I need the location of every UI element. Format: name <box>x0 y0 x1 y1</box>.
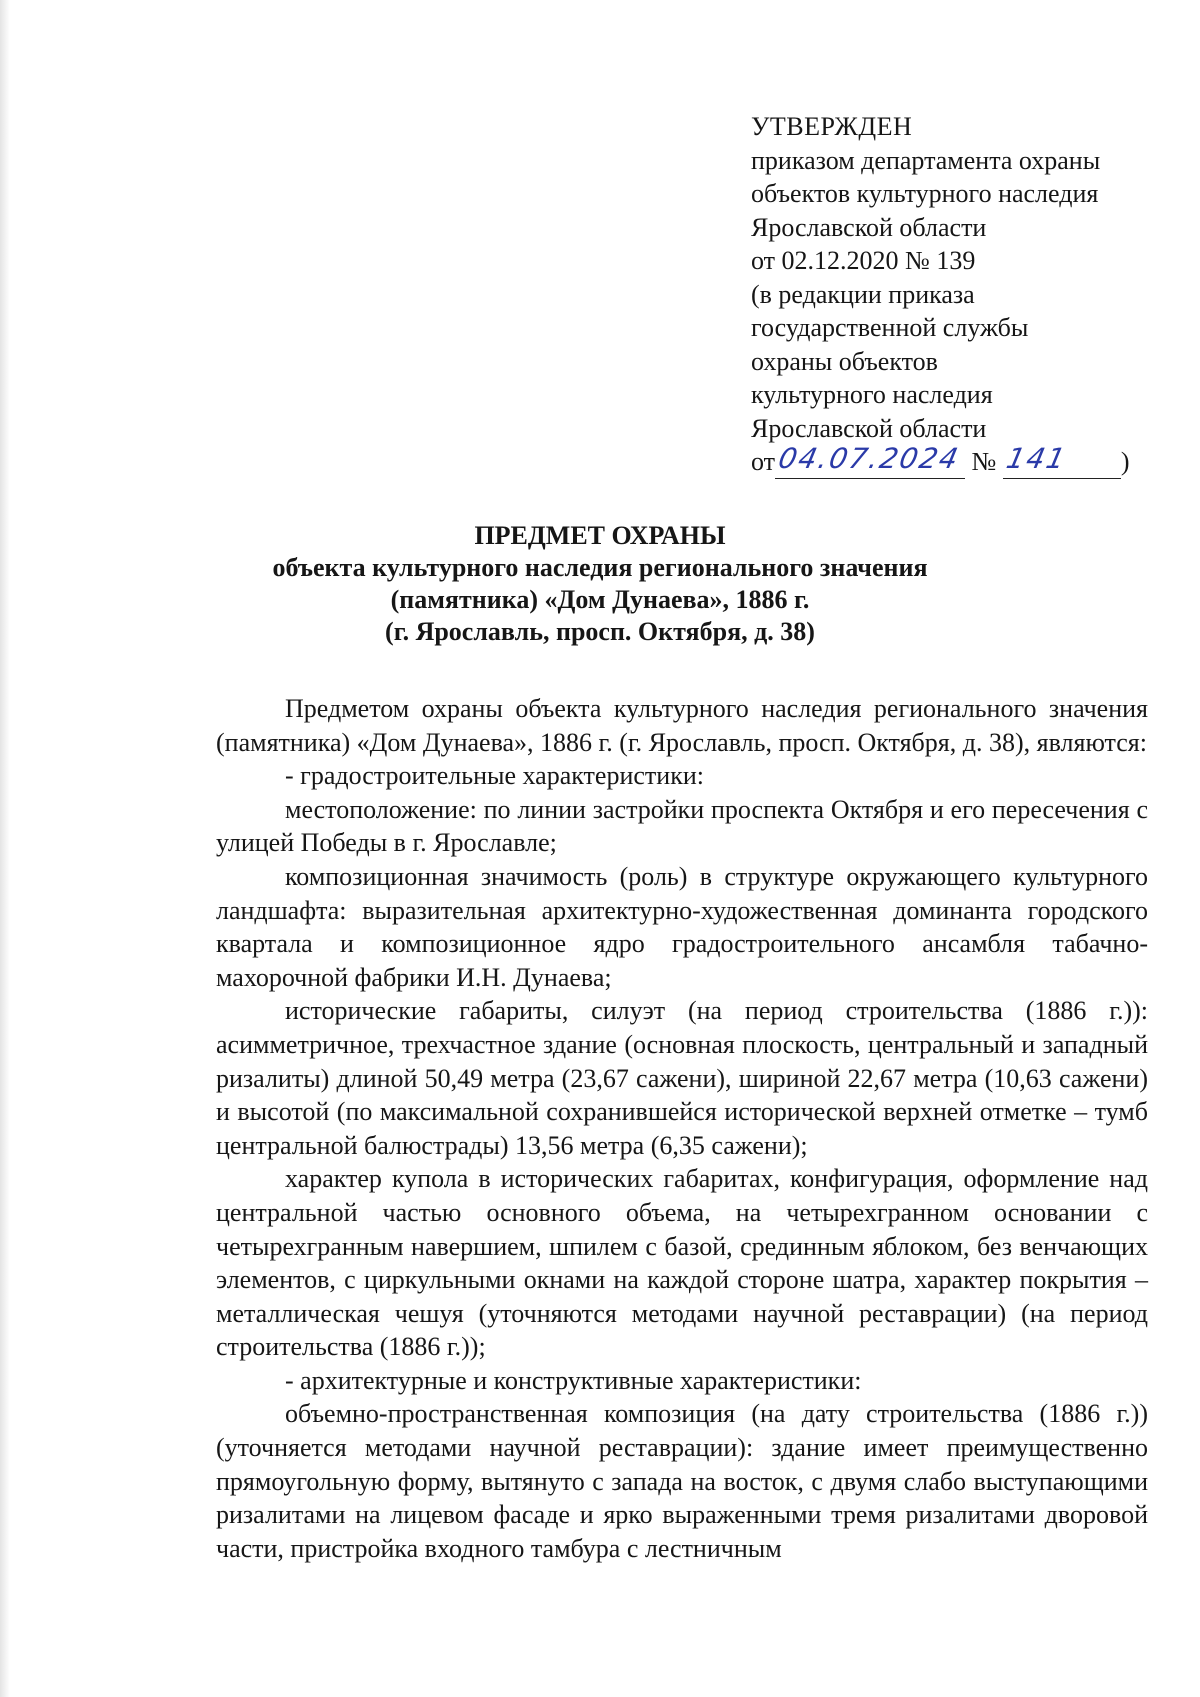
body-paragraph: местоположение: по линии застройки проспекта Октября и его пересечения с улицей Победы в г. Ярославле; <box>216 794 1148 858</box>
body-paragraph: - архитектурные и конструктивные характеристики: <box>285 1365 862 1395</box>
approval-sign-line <box>751 442 1171 479</box>
heading-title: ПРЕДМЕТ ОХРАНЫ <box>474 521 726 550</box>
approval-line: государственной службы <box>751 313 1029 342</box>
approval-line: охраны объектов <box>751 346 938 376</box>
body-paragraph: - градостроительные характеристики: <box>285 761 704 791</box>
body-paragraph: характер купола в исторических габаритах, конфигурация, оформление над центральной частью основного объема, на четырехгранном основании с четырехгранным навершием, шпилем с базой, срединным яблоком, без венчающих элементов, с циркульными окнами на каждой стороне шатра, характер покрытия – металлическая чешуя (уточняются методами научной реставрации) (на период строительства (1886 г.)); <box>216 1164 1148 1362</box>
document-heading <box>0 520 1200 648</box>
heading-line: объекта культурного наследия регионального значения <box>272 553 928 582</box>
approval-line: (в редакции приказа <box>751 279 975 309</box>
approval-line: от 02.12.2020 № 139 <box>751 246 976 275</box>
sign-prefix: от <box>751 447 776 476</box>
approval-line: приказом департамента охраны <box>751 145 1101 175</box>
body-paragraph: композиционная значимость (роль) в структуре окружающего культурного ландшафта: выразительная архитектурно-художественная доминанта городского квартала и композиционное ядро градостроительного ансамбля табачно-махорочной фабрики И.Н. Дунаева; <box>216 861 1148 992</box>
body-paragraph: Предметом охраны объекта культурного наследия регионального значения (памятника) «Дом Дунаева», 1886 г. (г. Ярославль, просп. Октября, д. 38), являются: <box>216 694 1148 757</box>
body-paragraph: исторические габариты, силуэт (на период строительства (1886 г.)): асимметричное, трехчастное здание (основная плоскость, центральный и западный ризалиты) длиной 50,49 метра (23,67 сажени), шириной 22,67 метра (10,63 сажени) и высотой (по максимальной сохранившейся исторической верхней отметке – тумб центральной балюстрады) 13,56 метра (6,35 сажени); <box>216 996 1148 1160</box>
number-label: № <box>971 447 997 476</box>
body-paragraph: объемно-пространственная композиция (на дату строительства (1886 г.)) (уточняется методами научной реставрации): здание имеет преимущественно прямоугольную форму, вытянуто с запада на восток, с двумя слабо выступающими ризалитами на лицевом фасаде и ярко выраженными тремя ризалитами дворовой части, пристройка входного тамбура с лестничным <box>216 1399 1148 1563</box>
approval-line: культурного наследия <box>751 380 993 409</box>
heading-line: (г. Ярославль, просп. Октября, д. 38) <box>385 617 815 646</box>
approval-line: объектов культурного наследия <box>751 179 1099 208</box>
date-fill-line <box>775 442 965 479</box>
handwritten-date: 04.07.2024 <box>775 442 963 475</box>
closing-paren: ) <box>1120 447 1130 476</box>
approval-line: Ярославской области <box>751 413 987 443</box>
approval-block <box>751 110 1171 479</box>
heading-line: (памятника) «Дом Дунаева», 1886 г. <box>390 585 810 614</box>
handwritten-number: 141 <box>1003 442 1070 475</box>
document-body <box>216 692 1148 1565</box>
number-fill-line <box>1003 442 1121 479</box>
scan-edge <box>0 0 10 1697</box>
approval-line: Ярославской области <box>751 212 987 242</box>
approval-title: УТВЕРЖДЕН <box>751 112 913 141</box>
